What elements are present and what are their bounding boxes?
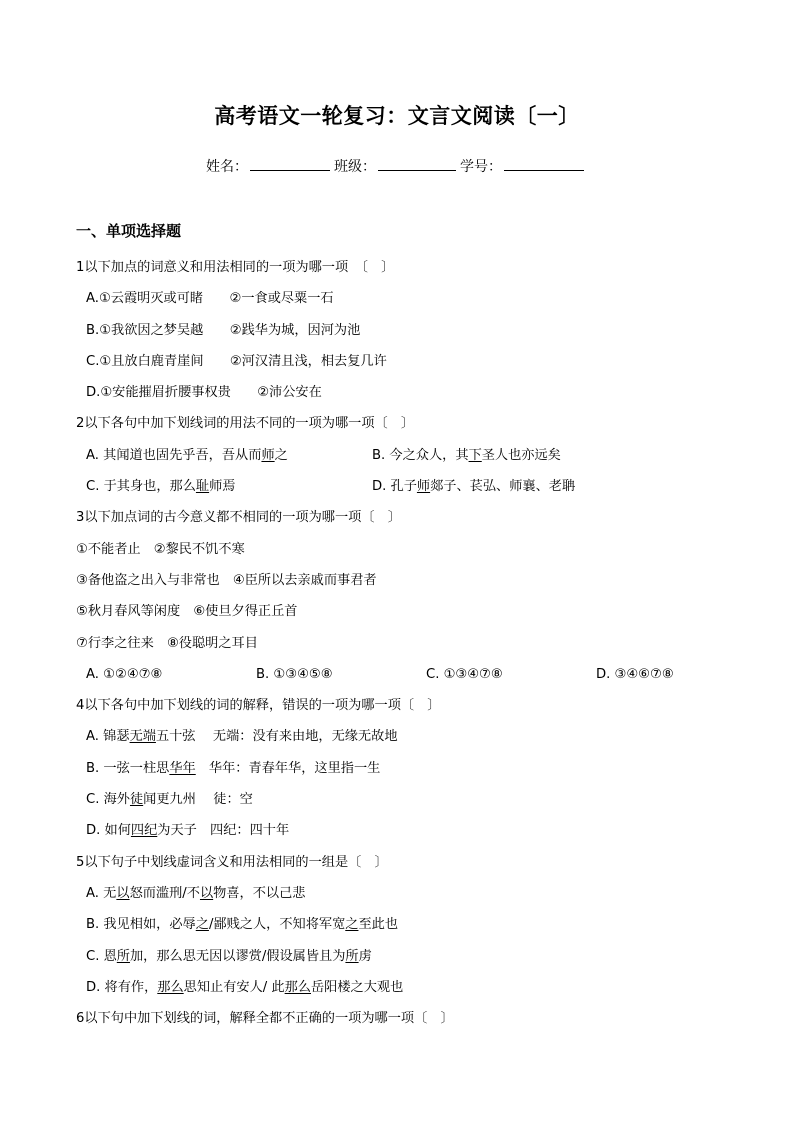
q2-option-c: [86, 479, 235, 494]
q5-c-text: C. 恩: [86, 948, 117, 964]
q2-option-d: [372, 477, 575, 497]
q5-stem: 5以下句子中划线虚词含义和用法相同的一组是〔 〕: [76, 854, 388, 870]
q5-option-c: [76, 947, 726, 978]
q5-option-b: [76, 915, 726, 946]
q2-option-a: [86, 448, 288, 463]
q5-a-underlined-2: 以: [199, 885, 214, 901]
q3-stem: 3以下加点词的古今意义都不相同的一项为哪一项〔 〕: [76, 510, 401, 526]
q3-item-line-2: ③备他盗之出入与非常也 ④臣所以去亲戚而事君者: [76, 572, 377, 588]
q4-d-underlined: 四纪: [130, 823, 158, 839]
q4-c-text-end: 闻更九州 徒：空: [143, 792, 253, 808]
student-info-line: [0, 156, 794, 176]
q4-option-b: [76, 759, 726, 790]
q5-b-text-end: 至此也: [358, 917, 399, 933]
q5-option-d: [76, 978, 726, 1009]
q5-option-a: [76, 884, 726, 915]
q2-d-underlined: 师: [416, 479, 431, 495]
section-title: 一、单项选择题: [76, 222, 182, 240]
q2-b-text: B. 今之众人，其: [372, 447, 469, 463]
q4-option-c: [76, 790, 726, 821]
q5-d-underlined-2: 那么: [284, 979, 311, 995]
number-blank: [504, 156, 584, 171]
q1-option-c: C.①且放白鹿青崖间 ②河汉清且浅，相去复几许: [86, 353, 387, 369]
q2-a-text: A. 其闻道也固先乎吾，吾从而: [86, 447, 262, 463]
q4-d-text: D. 如何: [86, 823, 131, 839]
q2-a-underlined: 师: [261, 447, 275, 463]
q5-a-text-end: 物喜，不以己悲: [213, 885, 306, 901]
q4-a-underlined: 无端: [129, 729, 156, 745]
q5-c-underlined-2: 所: [345, 948, 359, 964]
q3-option-c: C. ①③④⑦⑧: [426, 666, 503, 682]
q4-option-d: [76, 821, 726, 852]
q5-c-text-mid: 加，那么思无因以谬赏/假设属皆且为: [129, 948, 346, 964]
q3-item-line-1: ①不能者止 ②黎民不饥不寒: [76, 541, 245, 557]
q5-b-text-mid: /鄙贱之人，不知将军宽: [208, 917, 346, 933]
number-label: 学号：: [460, 159, 502, 175]
q5-d-text-mid: 思知止有安人/ 此: [183, 979, 285, 995]
class-blank: [378, 156, 456, 171]
q2-c-text: C. 于其身也，那么: [86, 479, 196, 495]
q5-b-underlined-1: 之: [195, 917, 209, 933]
q4-a-text: A. 锦瑟: [86, 729, 130, 745]
q5-a-text: A. 无: [86, 885, 117, 901]
q2-option-b: [372, 446, 561, 466]
name-label: 姓名：: [206, 159, 248, 175]
q1-option-d: D.①安能摧眉折腰事权贵 ②沛公安在: [86, 385, 322, 401]
q2-d-text-end: 郯子、苌弘、师襄、老聃: [430, 479, 576, 495]
q4-c-text: C. 海外: [86, 792, 130, 808]
q6-stem: 6以下句中加下划线的词，解释全都不正确的一项为哪一项〔 〕: [76, 1011, 454, 1027]
q2-d-text: D. 孔子: [372, 479, 417, 495]
q5-c-underlined-1: 所: [116, 948, 130, 964]
class-label: 班级：: [334, 159, 376, 175]
q1-stem: 1以下加点的词意义和用法相同的一项为哪一项 〔 〕: [76, 260, 395, 275]
q5-d-text: D. 将有作，: [86, 979, 158, 995]
q5-d-underlined-1: 那么: [157, 979, 184, 995]
q4-b-text-end: 华年：青春年华，这里指一生: [195, 760, 381, 776]
q4-a-text-end: 五十弦 无端：没有来由地，无缘无故地: [155, 729, 398, 745]
q5-c-text-end: 虏: [358, 948, 372, 964]
q3-option-d: D. ③④⑥⑦⑧: [596, 666, 674, 682]
q3-item-line-3: ⑤秋月春风等闲度 ⑥使旦夕得正丘首: [76, 604, 298, 620]
q3-item-line-4: ⑦行李之往来 ⑧役聪明之耳目: [76, 635, 258, 651]
q5-b-underlined-2: 之: [345, 917, 359, 933]
q2-b-underlined: 下: [468, 447, 482, 463]
q2-c-text-end: 师焉: [209, 479, 236, 495]
q4-b-underlined: 华年: [169, 760, 196, 776]
q3-option-b: B. ①③④⑤⑧: [256, 666, 333, 682]
q4-d-text-end: 为天子 四纪：四十年: [157, 823, 290, 839]
q4-option-a: [76, 727, 726, 758]
document-title: 高考语文一轮复习：文言文阅读〔一〕: [214, 104, 580, 128]
q2-row-cd: [76, 477, 726, 508]
q5-a-text-mid: 怒而滥刑/不: [129, 885, 200, 901]
name-blank: [250, 156, 330, 171]
q4-c-underlined: 徒: [129, 792, 144, 808]
q1-option-b: B.①我欲因之梦吴越 ②践华为城，因河为池: [86, 322, 361, 338]
q4-b-text: B. 一弦一柱思: [86, 760, 170, 776]
questions: [76, 258, 726, 1040]
q1-option-a: A.①云霞明灭或可睹 ②一食或尽粟一石: [86, 291, 334, 307]
q2-stem: 2以下各句中加下划线词的用法不同的一项为哪一项〔 〕: [76, 416, 415, 432]
q5-a-underlined-1: 以: [116, 885, 130, 901]
q5-b-text: B. 我见相如，必辱: [86, 917, 196, 933]
q3-options: [76, 665, 726, 696]
q2-a-text-end: 之: [274, 447, 288, 463]
q3-option-a: A. ①②④⑦⑧: [86, 666, 163, 682]
q2-c-underlined: 耻: [195, 479, 210, 495]
q5-d-text-end: 岳阳楼之大观也: [311, 979, 404, 995]
q2-b-text-end: 圣人也亦远矣: [481, 447, 561, 463]
q2-row-ab: [76, 446, 726, 477]
q4-stem: 4以下各句中加下划线的词的解释，错误的一项为哪一项〔 〕: [76, 698, 441, 714]
